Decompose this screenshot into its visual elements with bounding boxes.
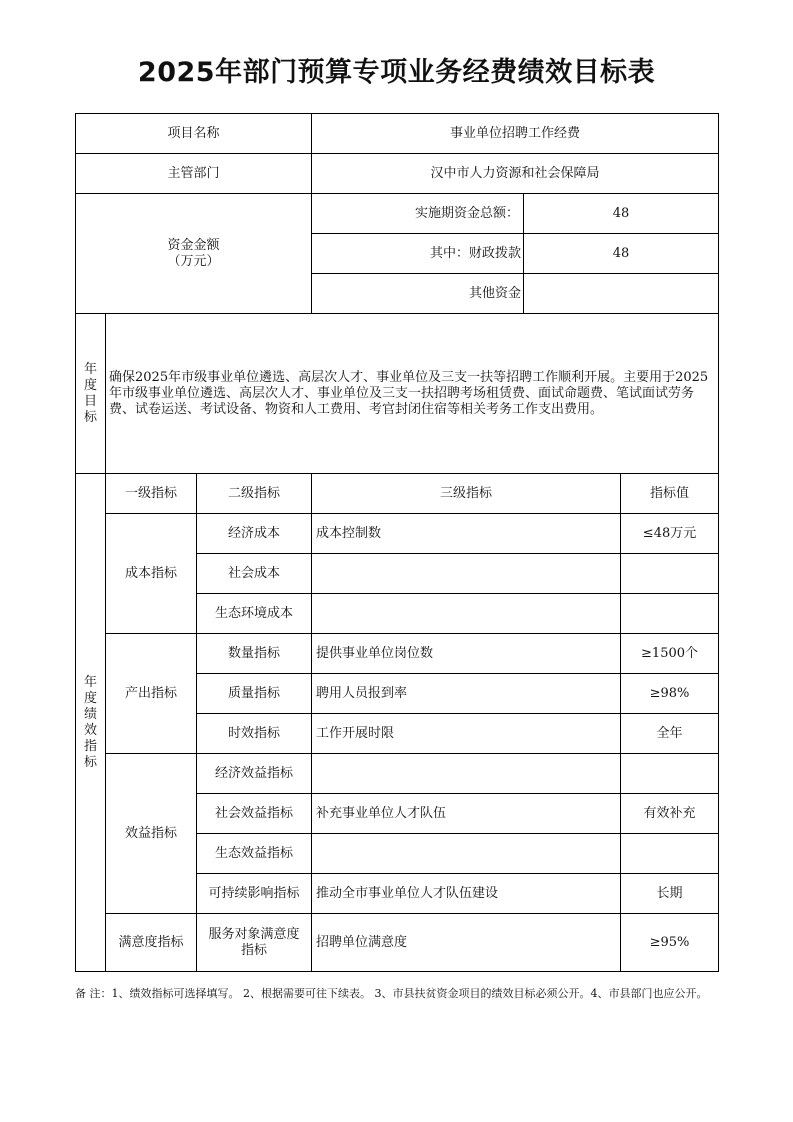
performance-table [75,113,719,972]
value-cell: ≥1500个 [621,634,719,674]
level2-cell: 时效指标 [197,714,312,754]
group-output: 产出指标 [106,634,197,754]
level3-cell: 成本控制数 [312,514,621,554]
level2-cell: 经济效益指标 [197,754,312,794]
total-funds-label: 实施期资金总额： [312,194,524,234]
level3-cell: 聘用人员报到率 [312,674,621,714]
project-name-value: 事业单位招聘工作经费 [312,114,719,154]
value-cell [621,834,719,874]
value-cell [621,594,719,634]
fiscal-funds-label: 其中：财政拨款 [312,234,524,274]
project-name-label: 项目名称 [76,114,312,154]
value-cell: ≥98% [621,674,719,714]
header-level2: 二级指标 [197,474,312,514]
other-funds-label: 其他资金 [312,274,524,314]
department-label: 主管部门 [76,154,312,194]
value-cell: 全年 [621,714,719,754]
level2-cell: 社会成本 [197,554,312,594]
level3-cell: 补充事业单位人才队伍 [312,794,621,834]
header-level1: 一级指标 [106,474,197,514]
funds-label [76,194,312,314]
value-cell: 长期 [621,874,719,914]
level3-cell: 提供事业单位岗位数 [312,634,621,674]
value-cell: ≤48万元 [621,514,719,554]
header-value: 指标值 [621,474,719,514]
funds-label-line2: （万元） [167,253,220,269]
fiscal-funds-value: 48 [524,234,719,274]
level3-cell [312,754,621,794]
level3-cell: 招聘单位满意度 [312,914,621,972]
value-cell [621,754,719,794]
level3-cell [312,834,621,874]
level3-cell: 推动全市事业单位人才队伍建设 [312,874,621,914]
annual-goal-label: 年 度 目 标 [76,314,106,474]
value-cell: 有效补充 [621,794,719,834]
funds-label-line1: 资金金额 [167,237,220,253]
annual-indicators-label: 年 度 绩 效 指 标 [76,474,106,972]
level2-cell: 社会效益指标 [197,794,312,834]
total-funds-value: 48 [524,194,719,234]
group-satisfaction: 满意度指标 [106,914,197,972]
level3-cell: 工作开展时限 [312,714,621,754]
department-value: 汉中市人力资源和社会保障局 [312,154,719,194]
level2-cell: 经济成本 [197,514,312,554]
level2-cell: 生态环境成本 [197,594,312,634]
header-level3: 三级指标 [312,474,621,514]
other-funds-value [524,274,719,314]
value-cell: ≥95% [621,914,719,972]
page-title: 2025年部门预算专项业务经费绩效目标表 [137,57,656,88]
level2-cell: 质量指标 [197,674,312,714]
level2-cell: 生态效益指标 [197,834,312,874]
level3-cell [312,554,621,594]
group-cost: 成本指标 [106,514,197,634]
annual-goal-text: 确保2025年市级事业单位遴选、高层次人才、事业单位及三支一扶等招聘工作顺利开展。主要用于2025年市级事业单位遴选、高层次人才、事业单位及三支一扶招聘考场租赁费、面试命题费、笔试面试劳务费、试卷运送、考试设备、物资和人工费用、考官封闭住宿等相关考务工作支出费用。 [106,314,719,474]
level2-cell: 数量指标 [197,634,312,674]
level2-cell: 服务对象满意度 指标 [197,914,312,972]
level3-cell [312,594,621,634]
value-cell [621,554,719,594]
footnote: 备 注：1、绩效指标可选择填写。 2、根据需要可往下续表。 3、市县扶贫资金项目的绩效目标必须公开。4、市县部门也应公开。 [75,987,708,1000]
group-benefit: 效益指标 [106,754,197,914]
level2-cell: 可持续影响指标 [197,874,312,914]
